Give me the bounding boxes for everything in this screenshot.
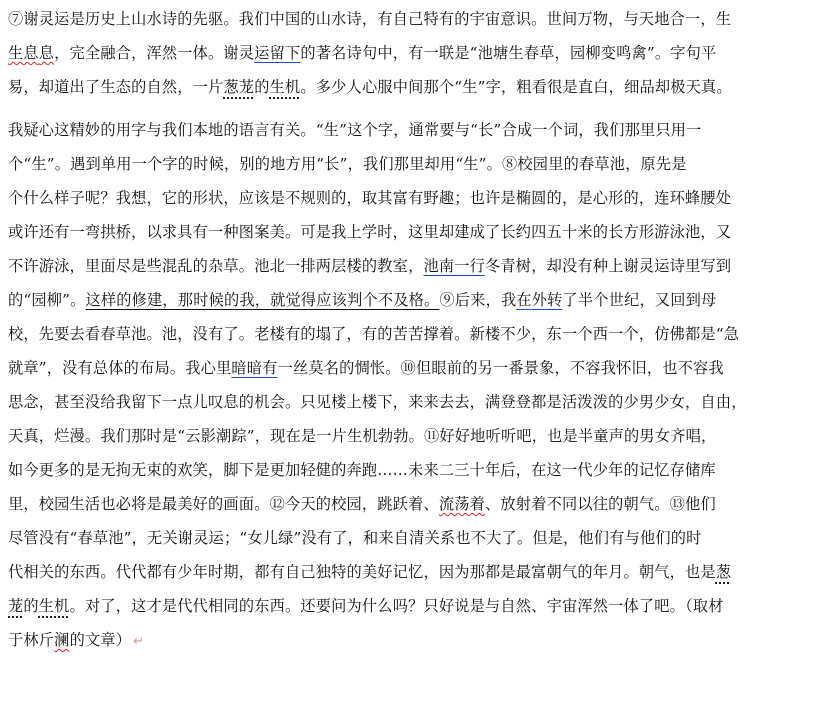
marked-text: 生机 <box>38 597 70 615</box>
text-segment: 的 <box>254 78 270 96</box>
marked-text: 息 <box>38 44 55 62</box>
text-segment: ，完全融合，浑然一体。谢灵 <box>54 44 255 62</box>
text-segment: 尽管没有“春草池”，无关谢灵运；“女儿绿”没有了，和来自清关系也不大了。但是，他们有与他们的时 <box>8 529 702 547</box>
marked-text: 生息 <box>8 44 39 62</box>
marked-text: 在外转 <box>516 291 563 309</box>
text-segment: 我疑心这精妙的用字与我们本地的语言有关。“生”这个字，通常要与“长”合成一个词，我们那里只用一 <box>8 121 702 139</box>
text-segment: 不许游泳，里面尽是些混乱的杂草。池北一排两层楼的教室， <box>8 257 424 275</box>
text-line <box>8 70 808 104</box>
text-segment: 冬青树，却没有种上谢灵运诗里写到 <box>485 257 732 275</box>
paragraph-7 <box>8 2 808 104</box>
text-line <box>8 181 808 215</box>
text-segment: 、放射着不同以往的朝气。⑬他们 <box>485 495 716 513</box>
text-segment: 天真，烂漫。我们那时是“云影潮踪”，现在是一片生机勃勃。⑪好好地听听吧，也是半童声的男女齐唱， <box>8 427 717 445</box>
text-segment: 易，却道出了生态的自然，一片 <box>8 78 224 96</box>
text-line <box>8 249 808 283</box>
text-segment: 。多少人心服中间那个“生”字，粗看很是直白，细品却极天真。 <box>300 78 732 96</box>
marked-text: 这样的修建，那时候的我，就觉得应该判个不及格。 <box>85 291 440 309</box>
text-line <box>8 453 808 487</box>
text-line <box>8 555 808 589</box>
marked-text: 葱茏 <box>223 78 255 96</box>
marked-text: 运留下 <box>254 44 301 62</box>
marked-text: 葱 <box>715 563 732 581</box>
marked-text: 生机 <box>269 78 301 96</box>
marked-text: 流荡着 <box>438 495 486 513</box>
marked-text: 茏 <box>8 597 24 615</box>
marked-text: 池南一行 <box>423 257 486 275</box>
paragraph-8-13 <box>8 113 808 657</box>
text-segment: 个什么样子呢？我想，它的形状，应该是不规则的，取其富有野趣；也许是椭圆的，是心形的，连环蜂腰处 <box>8 189 732 207</box>
text-line <box>8 385 808 419</box>
text-segment: 思念，甚至没给我留下一点儿叹息的机会。只见楼上楼下，来来去去，满登登都是活泼泼的少男少女，自由， <box>8 393 747 411</box>
text-segment: 校，先要去看春草池。池，没有了。老楼有的塌了，有的苦苦撑着。新楼不少，东一个西一个，仿佛都是“急 <box>8 325 740 343</box>
text-segment: 代相关的东西。代代都有少年时期，都有自己独特的美好记忆，因为那都是最富朝气的年月。朝气，也是 <box>8 563 716 581</box>
text-line <box>8 2 808 36</box>
text-line <box>8 283 808 317</box>
text-segment: ⑨后来，我 <box>439 291 517 309</box>
text-line <box>8 317 808 351</box>
text-line <box>8 419 808 453</box>
text-segment: 的“园柳”。 <box>8 291 86 309</box>
text-segment: 的著名诗句中，有一联是“池塘生春草，园柳变鸣禽”。字句平 <box>300 44 717 62</box>
text-line <box>8 113 808 147</box>
text-segment: 一丝莫名的惆怅。⑩但眼前的另一番景象，不容我怀旧，也不容我 <box>277 359 724 377</box>
text-line <box>8 36 808 70</box>
text-line <box>8 147 808 181</box>
text-segment: 或许还有一弯拱桥，以求具有一种图案美。可是我上学时，这里却建成了长约四五十米的长方形游泳池，又 <box>8 223 732 241</box>
text-segment: 于林斤 <box>8 631 55 649</box>
text-segment: 个“生”。遇到单用一个字的时候，别的地方用“长”，我们那里却用“生”。⑧校园里的春草池，原先是 <box>8 155 687 173</box>
text-line <box>8 623 808 657</box>
text-segment: 了半个世纪，又回到母 <box>562 291 717 309</box>
text-line <box>8 521 808 555</box>
text-segment: 的 <box>23 597 39 615</box>
text-line <box>8 351 808 385</box>
text-segment: 里，校园生活也必将是最美好的画面。⑫今天的校园，跳跃着、 <box>8 495 439 513</box>
text-line <box>8 215 808 249</box>
text-line <box>8 589 808 623</box>
text-segment: 就章”，没有总体的布局。我心里 <box>8 359 232 377</box>
text-segment: ⑦谢灵运是历史上山水诗的先驱。我们中国的山水诗，有自己特有的宇宙意识。世间万物，与天地合一，生 <box>8 10 732 28</box>
text-segment: 的文章） <box>69 631 132 649</box>
marked-text: 暗暗有 <box>231 359 278 377</box>
marked-text: 澜 <box>54 631 70 649</box>
paragraph-mark-icon: ↵ <box>133 634 145 649</box>
text-segment: 如今更多的是无拘无束的欢笑，脚下是更加轻健的奔跑……未来二三十年后，在这一代少年的记忆存储库 <box>8 461 716 479</box>
text-line <box>8 487 808 521</box>
text-segment: 。对了，这才是代代相同的东西。还要问为什么吗？只好说是与自然、宇宙浑然一体了吧。（取材 <box>69 597 724 615</box>
